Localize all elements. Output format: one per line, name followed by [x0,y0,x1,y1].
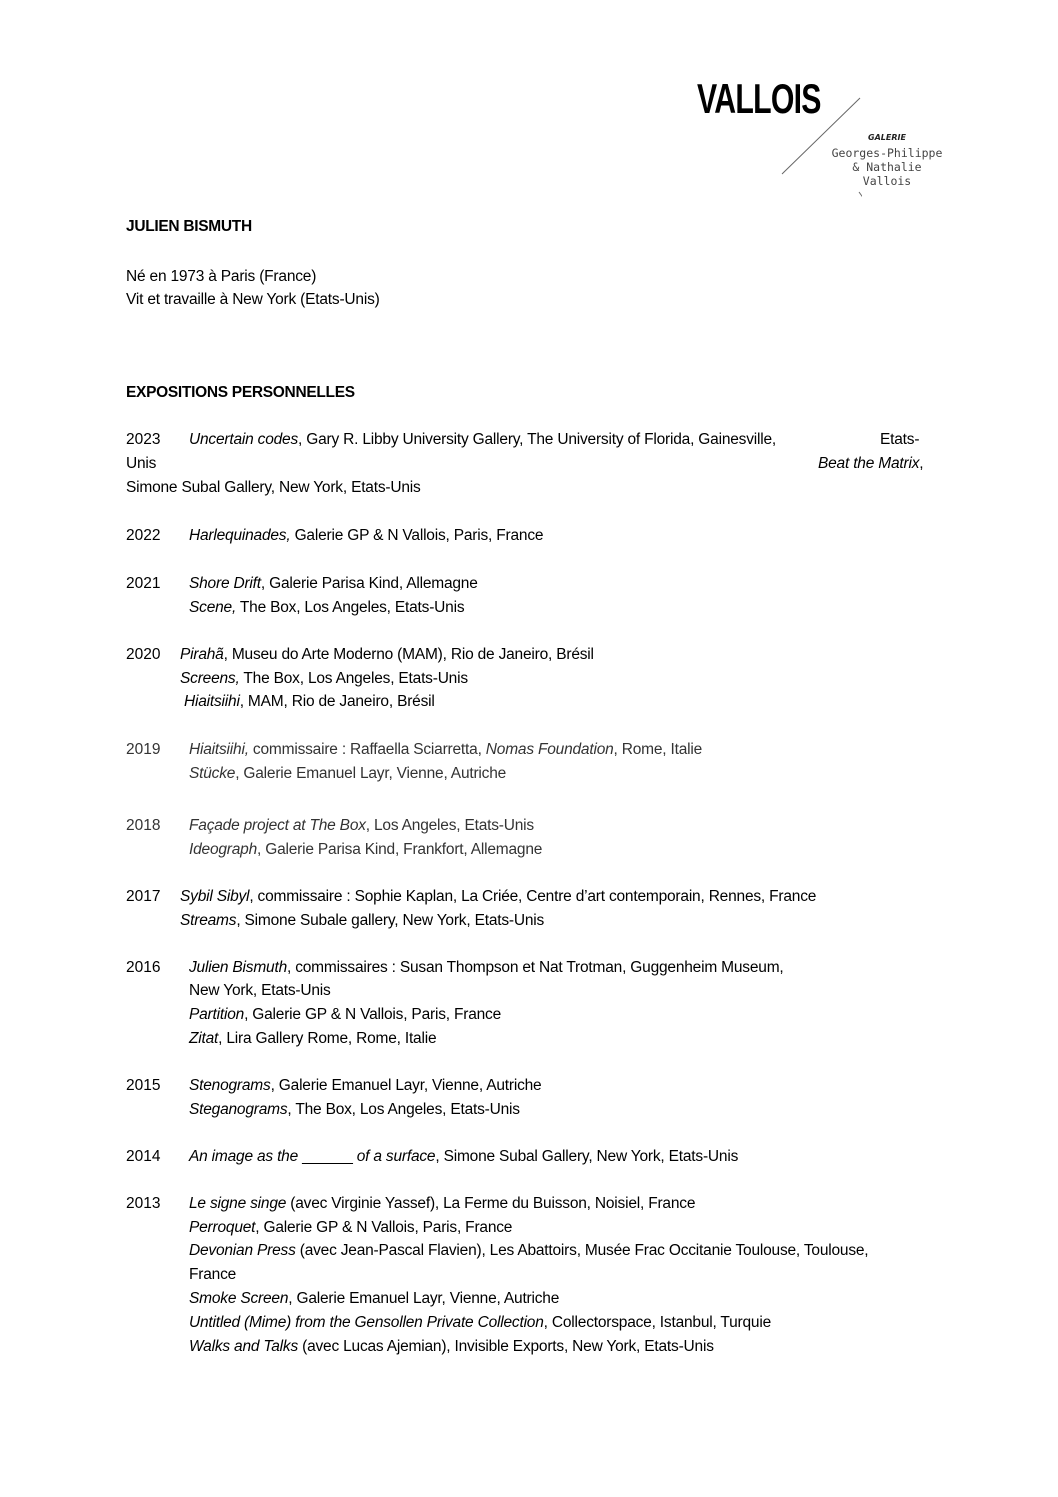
exhibition-title: Walks and Talks [189,1338,298,1355]
exhibition-entry [189,1219,512,1237]
exhibition-year: 2019 [126,741,161,758]
exhibition-details: , Collectorspace, Istanbul, Turquie [543,1314,772,1331]
exhibition-wrap-text: Simone Subal Gallery, New York, Etats-Unis [126,479,421,496]
exhibition-details: , Simone Subale gallery, New York, Etats-Unis [236,912,545,929]
exhibition-details: , Galerie Emanuel Layr, Vienne, Autriche [270,1077,542,1094]
artist-birth: Né en 1973 à Paris (France) [126,268,317,285]
exhibition-details: (avec Virginie Yassef), La Ferme du Buisson, Noisiel, France [286,1195,696,1212]
exhibition-details: (avec Lucas Ajemian), Invisible Exports, New York, Etats-Unis [298,1338,714,1355]
exhibition-year: 2013 [126,1195,161,1212]
exhibition-title: Stenograms [189,1077,271,1094]
exhibition-entry [180,888,816,906]
exhibition-details: , Galerie Emanuel Layr, Vienne, Autriche [235,765,507,782]
exhibition-entry [189,1290,559,1308]
exhibition-year: 2018 [126,817,161,834]
exhibition-entry [189,1242,868,1260]
exhibition-entry [189,431,776,449]
exhibition-title: Untitled (Mime) from the Gensollen Private Collection [189,1314,544,1331]
exhibition-venue: Nomas Foundation [485,741,614,758]
exhibition-entry [180,646,594,664]
exhibition-details: , Simone Subal Gallery, New York, Etats-Unis [435,1148,739,1165]
exhibition-wrap-text: Unis [126,455,157,472]
exhibition-title: An image as the [189,1148,299,1165]
exhibition-entry [189,599,464,617]
exhibition-title-blank: ______ [302,1148,353,1165]
exhibition-entry [189,1195,695,1213]
section-title: EXPOSITIONS PERSONNELLES [126,384,355,401]
logo-galerie-label: GALERIE [868,133,906,142]
exhibition-wrap-text: Etats- [880,431,920,448]
exhibition-title: Shore Drift [189,575,261,592]
exhibition-entry [189,1338,714,1356]
exhibition-details: , [919,455,924,472]
exhibition-title: Smoke Screen [189,1290,289,1307]
exhibition-details: , The Box, Los Angeles, Etats-Unis [287,1101,520,1118]
exhibition-entry [189,1314,771,1332]
exhibition-title: Stücke [189,765,236,782]
exhibition-entry [818,455,923,473]
exhibition-year: 2022 [126,527,161,544]
exhibition-title: Le signe singe [189,1195,287,1212]
exhibition-title: Hiaitsiihi, [189,741,249,758]
exhibition-entry [189,765,506,783]
exhibition-entry [189,1148,738,1166]
exhibition-title: Perroquet [189,1219,256,1236]
exhibition-details: , Gary R. Libby University Gallery, The University of Florida, Gainesville, [298,431,777,448]
exhibition-details: commissaire : Raffaella Sciarretta, [248,741,486,758]
logo-owner-line: Vallois [862,174,912,188]
exhibition-title: Streams [180,912,237,929]
exhibition-entry [180,912,544,930]
exhibition-details: , Rome, Italie [613,741,703,758]
exhibition-details: , Galerie Parisa Kind, Allemagne [260,575,478,592]
exhibition-entry [189,959,784,977]
exhibition-details: , Galerie GP & N Vallois, Paris, France [244,1006,502,1023]
exhibition-entry [184,693,435,711]
exhibition-entry [189,817,534,835]
exhibition-wrap-text: France [189,1266,237,1283]
exhibition-year: 2015 [126,1077,161,1094]
exhibition-entry [189,575,478,593]
exhibition-details: , Galerie Emanuel Layr, Vienne, Autriche [288,1290,560,1307]
exhibition-title: Sybil Sibyl [180,888,250,905]
exhibition-entry [189,741,702,759]
exhibition-title: Steganograms [189,1101,288,1118]
exhibition-details: , Galerie GP & N Vallois, Paris, France [255,1219,513,1236]
exhibition-year: 2020 [126,646,161,663]
exhibition-details: , Museu do Arte Moderno (MAM), Rio de Janeiro, Brésil [223,646,594,663]
exhibition-title: Julien Bismuth [189,959,287,976]
exhibition-entry [189,527,543,545]
exhibition-details: The Box, Los Angeles, Etats-Unis [236,599,465,616]
exhibition-details: , commissaire : Sophie Kaplan, La Criée, Centre d’art contemporain, Rennes, France [249,888,817,905]
exhibition-title: Beat the Matrix [818,455,920,472]
exhibition-details: (avec Jean-Pascal Flavien), Les Abattoirs, Musée Frac Occitanie Toulouse, Toulouse, [295,1242,869,1259]
exhibition-title: Devonian Press [189,1242,296,1259]
exhibition-title: Partition [189,1006,245,1023]
exhibition-title: Harlequinades, [189,527,291,544]
exhibition-entry [189,1030,436,1048]
gallery-logo-wordmark: VALLOIS [697,75,821,122]
exhibition-year: 2014 [126,1148,161,1165]
artist-residence: Vit et travaille à New York (Etats-Unis) [126,291,380,308]
exhibition-title: Pirahã [180,646,224,663]
exhibition-entry [189,1006,501,1024]
exhibition-entry [189,1077,541,1095]
exhibition-year: 2023 [126,431,161,448]
exhibition-entry [189,1101,520,1119]
exhibition-title: Ideograph [189,841,258,858]
exhibition-title: Zitat [189,1030,219,1047]
exhibition-details: The Box, Los Angeles, Etats-Unis [239,670,468,687]
exhibition-title: Screens, [180,670,240,687]
exhibition-year: 2016 [126,959,161,976]
exhibition-title: of a surface [356,1148,436,1165]
logo-owner-line: & Nathalie [852,160,922,174]
exhibition-title: Uncertain codes [189,431,299,448]
exhibition-details: , Galerie Parisa Kind, Frankfort, Allemagne [257,841,543,858]
exhibition-year: 2017 [126,888,161,905]
exhibition-details: Galerie GP & N Vallois, Paris, France [290,527,544,544]
logo-owner-line: Georges-Philippe [831,146,943,160]
artist-name: JULIEN BISMUTH [126,218,252,235]
exhibition-wrap-text: New York, Etats-Unis [189,982,331,999]
exhibition-details: , Lira Gallery Rome, Rome, Italie [218,1030,437,1047]
exhibition-title: Hiaitsiihi [184,693,240,710]
exhibition-title: Scene, [189,599,237,616]
exhibition-entry [180,670,468,688]
exhibition-details: , Los Angeles, Etats-Unis [365,817,534,834]
exhibition-year: 2021 [126,575,161,592]
exhibition-entry [189,841,542,859]
exhibition-title: Façade project at The Box [189,817,366,834]
exhibition-details: , commissaires : Susan Thompson et Nat Trotman, Guggenheim Museum, [287,959,784,976]
exhibition-details: , MAM, Rio de Janeiro, Brésil [239,693,435,710]
